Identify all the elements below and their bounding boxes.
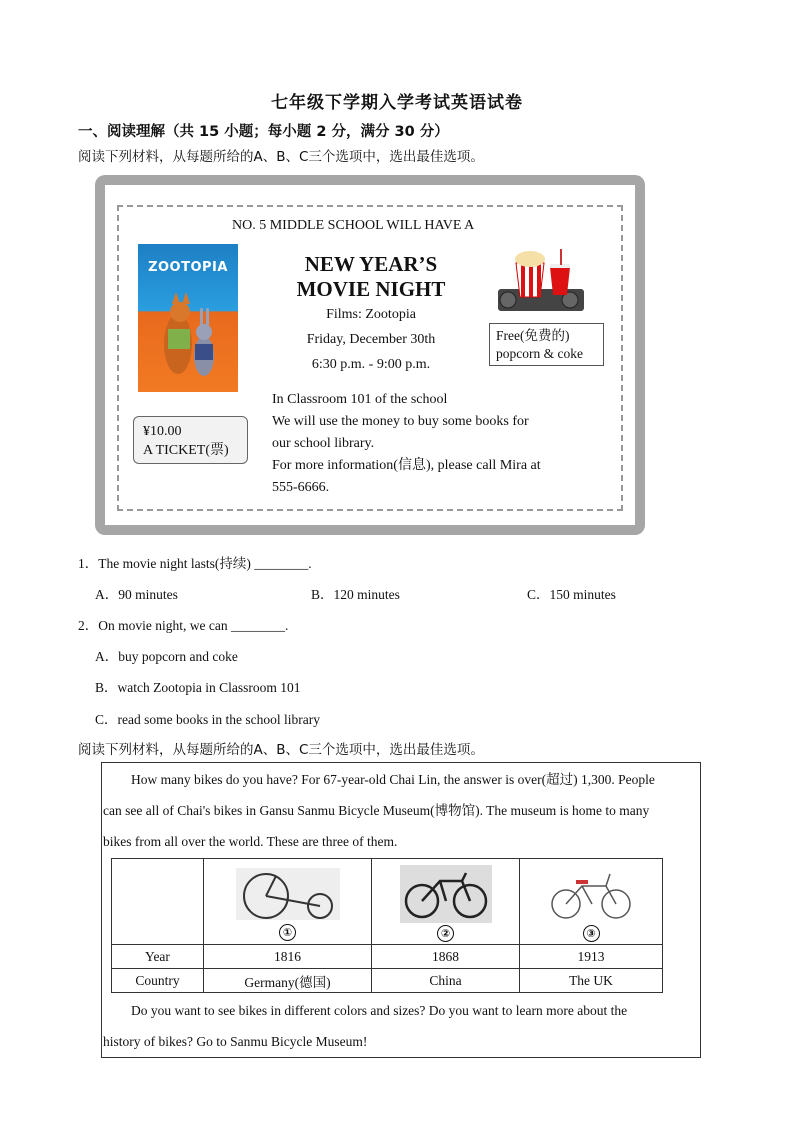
bike-marker: ③ xyxy=(583,925,600,942)
poster-body-line: We will use the money to buy some books for xyxy=(272,414,529,429)
poster-body xyxy=(272,389,541,499)
passage-line: can see all of Chai's bikes in Gansu Sanmu Bicycle Museum(博物馆). The museum is home to many xyxy=(103,803,650,818)
ticket-price: ¥10.00 xyxy=(143,424,182,439)
ticket-label: A TICKET(票) xyxy=(143,443,229,458)
q1-option-c: C．150 minutes xyxy=(527,587,616,602)
passage-line: history of bikes? Go to Sanmu Bicycle Museum! xyxy=(103,1034,368,1049)
bike-2-cell xyxy=(372,859,520,945)
modern-bicycle-icon xyxy=(548,866,634,922)
free-line: popcorn & coke xyxy=(496,346,583,361)
bikes-table xyxy=(111,858,663,993)
question-2: 2．On movie night, we can ________. xyxy=(78,618,289,633)
instruction: 阅读下列材料，从每题所给的A、B、C三个选项中，选出最佳选项。 xyxy=(78,149,484,165)
passage-line: bikes from all over the world. These are three of them. xyxy=(103,834,398,849)
q2-option-c: C．read some books in the school library xyxy=(95,712,320,727)
free-snacks-box xyxy=(489,323,604,366)
poster-body-line: In Classroom 101 of the school xyxy=(272,392,448,407)
q1-option-a: A．90 minutes xyxy=(95,587,178,602)
poster-date: Friday, December 30th xyxy=(306,332,436,347)
instruction-2: 阅读下列材料，从每题所给的A、B、C三个选项中，选出最佳选项。 xyxy=(78,742,484,758)
year-cell: 1816 xyxy=(204,945,372,969)
bike-3-cell xyxy=(520,859,663,945)
zootopia-poster-image xyxy=(138,244,238,392)
page-title: 七年级下学期入学考试英语试卷 xyxy=(271,93,523,113)
ticket-box xyxy=(133,416,248,464)
table-corner-cell xyxy=(112,859,204,945)
poster-headline xyxy=(272,252,470,302)
country-cell: China xyxy=(372,969,520,993)
row-label-year: Year xyxy=(112,945,204,969)
bike-1-cell xyxy=(204,859,372,945)
year-cell: 1913 xyxy=(520,945,663,969)
poster-body-line: For more information(信息), please call Mira at xyxy=(272,458,541,473)
poster-time: 6:30 p.m. - 9:00 p.m. xyxy=(311,357,431,372)
passage-line: How many bikes do you have? For 67-year-old Chai Lin, the answer is over(超过) 1,300. People xyxy=(131,772,655,787)
poster-body-line: our school library. xyxy=(272,436,375,451)
passage-line: Do you want to see bikes in different colors and sizes? Do you want to learn more about the xyxy=(131,1003,628,1018)
characters-illustration xyxy=(138,244,238,392)
q1-option-b: B．120 minutes xyxy=(311,587,400,602)
q2-option-a: A．buy popcorn and coke xyxy=(95,649,238,664)
year-cell: 1868 xyxy=(372,945,520,969)
question-1: 1．The movie night lasts(持续) ________. xyxy=(78,556,312,571)
country-cell: The UK xyxy=(520,969,663,993)
headline-line1: NEW YEAR’S xyxy=(304,252,438,276)
popcorn-and-coke-icon xyxy=(496,245,588,317)
section-heading: 一、阅读理解（共 15 小题；每小题 2 分，满分 30 分） xyxy=(78,124,449,140)
bike-marker: ① xyxy=(279,924,296,941)
old-bicycle-icon xyxy=(400,865,492,923)
zootopia-logo: ZOOTOPIA xyxy=(148,260,228,275)
headline-line2: MOVIE NIGHT xyxy=(296,277,446,301)
bike-marker: ② xyxy=(437,925,454,942)
country-cell: Germany(德国) xyxy=(204,969,372,993)
penny-farthing-bike-icon xyxy=(236,868,340,920)
poster-body-line: 555-6666. xyxy=(272,480,330,495)
poster-films: Films: Zootopia xyxy=(326,307,416,322)
poster-header: NO. 5 MIDDLE SCHOOL WILL HAVE A xyxy=(232,218,475,233)
free-line: Free(免费的) xyxy=(496,328,570,343)
row-label-country: Country xyxy=(112,969,204,993)
q2-option-b: B．watch Zootopia in Classroom 101 xyxy=(95,680,301,695)
